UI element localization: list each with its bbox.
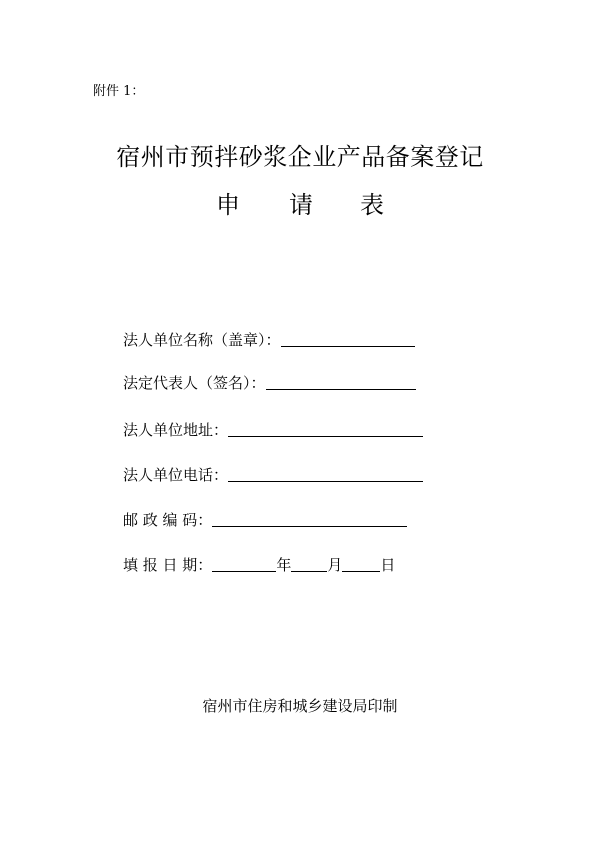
subtitle-char-2: 请 bbox=[289, 191, 313, 219]
document-title: 宿州市预拌砂浆企业产品备案登记 bbox=[116, 143, 484, 171]
field-legal-entity-address bbox=[123, 420, 423, 440]
legal-entity-phone-label: 法人单位电话： bbox=[123, 466, 229, 484]
postal-code-label: 邮 政 编 码： bbox=[123, 511, 213, 529]
attachment-label: 附件 1： bbox=[93, 84, 145, 99]
field-postal-code bbox=[123, 510, 407, 530]
field-legal-entity-phone bbox=[123, 465, 423, 485]
day-blank[interactable] bbox=[342, 555, 380, 572]
legal-entity-address-blank[interactable] bbox=[228, 420, 423, 437]
year-label: 年 bbox=[276, 556, 292, 574]
legal-entity-address-label: 法人单位地址： bbox=[123, 421, 229, 439]
subtitle-char-3: 表 bbox=[360, 191, 384, 219]
year-blank[interactable] bbox=[212, 555, 276, 572]
fill-date-label: 填 报 日 期： bbox=[123, 556, 213, 574]
month-label: 月 bbox=[327, 556, 343, 574]
legal-entity-name-blank[interactable] bbox=[281, 330, 415, 347]
field-legal-representative bbox=[123, 373, 416, 393]
field-legal-entity-name bbox=[123, 330, 415, 350]
issuer-footer: 宿州市住房和城乡建设局印制 bbox=[202, 697, 398, 715]
month-blank[interactable] bbox=[291, 555, 327, 572]
field-fill-date bbox=[123, 555, 395, 575]
legal-representative-blank[interactable] bbox=[266, 373, 416, 390]
legal-entity-phone-blank[interactable] bbox=[228, 465, 423, 482]
legal-entity-name-label: 法人单位名称（盖章）： bbox=[123, 331, 281, 349]
legal-representative-label: 法定代表人（签名）： bbox=[123, 374, 266, 392]
document-subtitle bbox=[0, 185, 600, 219]
day-label: 日 bbox=[380, 556, 396, 574]
subtitle-char-1: 申 bbox=[216, 191, 240, 219]
postal-code-blank[interactable] bbox=[212, 510, 407, 527]
